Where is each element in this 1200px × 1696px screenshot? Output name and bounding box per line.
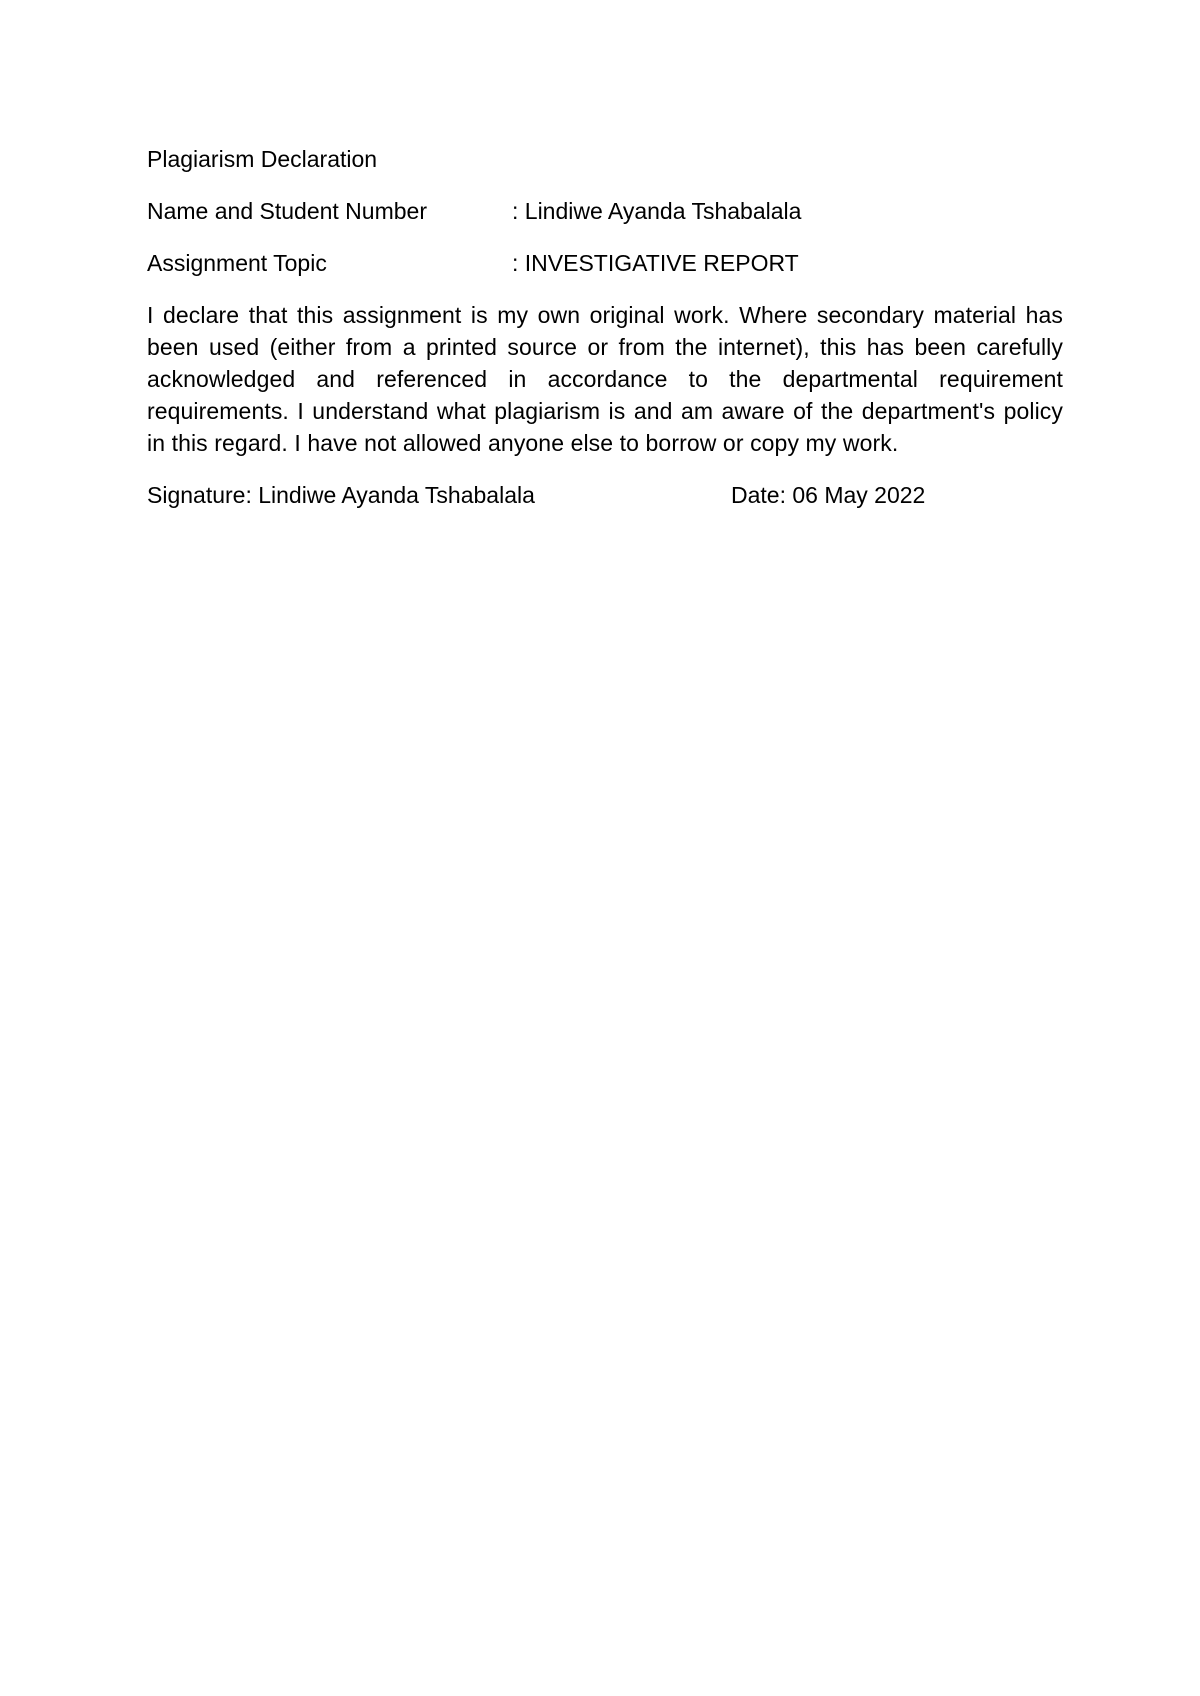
declaration-content	[147, 143, 1063, 511]
document-title: Plagiarism Declaration	[147, 146, 378, 172]
field-value-name: : Lindiwe Ayanda Tshabalala	[512, 198, 802, 224]
field-value-topic: : INVESTIGATIVE REPORT	[512, 250, 799, 276]
field-row-topic	[147, 247, 1063, 279]
signature-text: Signature: Lindiwe Ayanda Tshabalala	[147, 482, 535, 508]
date-text: Date: 06 May 2022	[731, 482, 926, 508]
signature-row	[147, 479, 1063, 511]
field-row-name	[147, 195, 1063, 227]
declaration-paragraph: I declare that this assignment is my own original work. Where secondary material has been used (either from a printed source or from the internet), this has been carefully acknowledged and referenced in accordance to the departmental requirement requirements. I understand what plagiarism is and am aware of the department's policy in this regard. I have not allowed anyone else to borrow or copy my work.	[147, 302, 1063, 456]
field-label-name: Name and Student Number	[147, 198, 427, 224]
field-label-topic: Assignment Topic	[147, 250, 327, 276]
